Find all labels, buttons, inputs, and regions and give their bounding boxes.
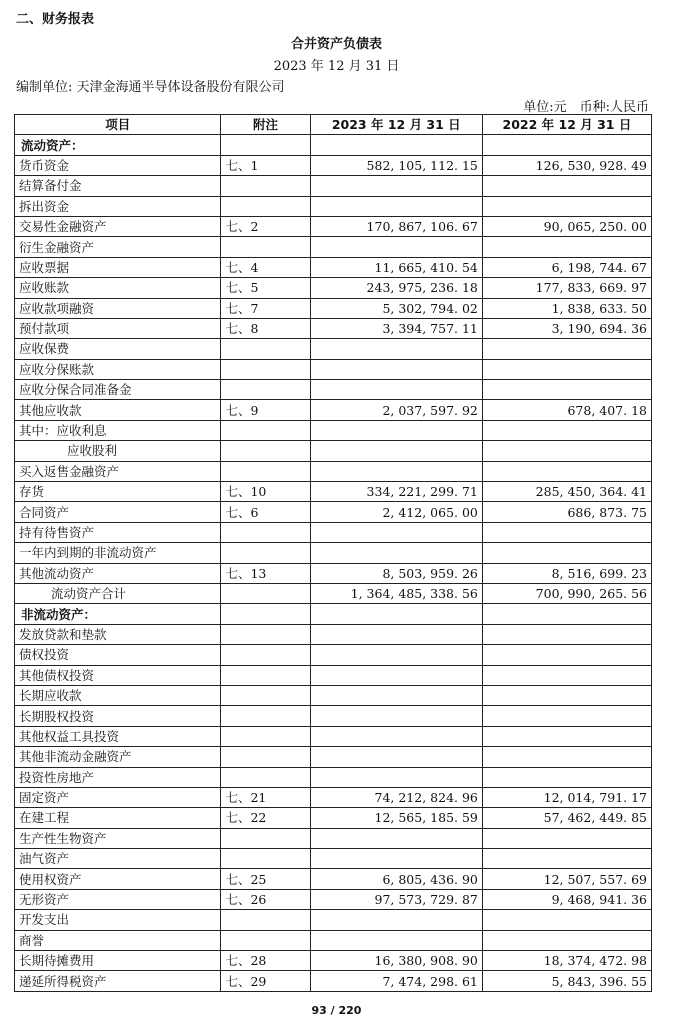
row-2023-value-cell bbox=[310, 176, 482, 196]
row-item-cell: 开发支出 bbox=[15, 910, 221, 930]
row-note-cell: 七、1 bbox=[221, 155, 310, 175]
table-row bbox=[15, 971, 652, 991]
row-note-cell: 七、9 bbox=[221, 400, 310, 420]
row-item-cell: 应收保费 bbox=[15, 339, 221, 359]
row-item-cell: 流动资产： bbox=[15, 135, 221, 155]
row-2022-value-cell: 57, 462, 449. 85 bbox=[482, 808, 651, 828]
table-body bbox=[15, 135, 652, 991]
table-row bbox=[15, 665, 652, 685]
row-2022-value-cell bbox=[482, 706, 651, 726]
table-row bbox=[15, 380, 652, 400]
row-2022-value-cell bbox=[482, 828, 651, 848]
table-row bbox=[15, 828, 652, 848]
row-item-cell: 结算备付金 bbox=[15, 176, 221, 196]
row-2022-value-cell bbox=[482, 685, 651, 705]
table-row bbox=[15, 808, 652, 828]
row-item-cell: 买入返售金融资产 bbox=[15, 461, 221, 481]
row-2023-value-cell: 3, 394, 757. 11 bbox=[310, 318, 482, 338]
row-item-cell: 其他非流动金融资产 bbox=[15, 747, 221, 767]
row-item-cell: 长期股权投资 bbox=[15, 706, 221, 726]
row-note-cell bbox=[221, 135, 310, 155]
row-2023-value-cell: 8, 503, 959. 26 bbox=[310, 563, 482, 583]
row-2022-value-cell bbox=[482, 237, 651, 257]
row-2022-value-cell: 12, 014, 791. 17 bbox=[482, 787, 651, 807]
row-2022-value-cell: 1, 838, 633. 50 bbox=[482, 298, 651, 318]
row-note-cell bbox=[221, 685, 310, 705]
row-2023-value-cell bbox=[310, 747, 482, 767]
row-2022-value-cell bbox=[482, 910, 651, 930]
balance-sheet-table bbox=[14, 114, 652, 992]
row-2023-value-cell bbox=[310, 665, 482, 685]
row-note-cell bbox=[221, 196, 310, 216]
row-2023-value-cell: 12, 565, 185. 59 bbox=[310, 808, 482, 828]
row-note-cell: 七、25 bbox=[221, 869, 310, 889]
row-item-cell: 其中：应收利息 bbox=[15, 420, 221, 440]
table-row bbox=[15, 522, 652, 542]
row-2023-value-cell bbox=[310, 380, 482, 400]
row-note-cell: 七、2 bbox=[221, 216, 310, 236]
row-2023-value-cell: 97, 573, 729. 87 bbox=[310, 889, 482, 909]
table-row bbox=[15, 849, 652, 869]
row-note-cell bbox=[221, 849, 310, 869]
row-note-cell: 七、5 bbox=[221, 278, 310, 298]
row-item-cell: 拆出资金 bbox=[15, 196, 221, 216]
report-date: 2023 年 12 月 31 日 bbox=[273, 59, 400, 74]
column-header-item: 项目 bbox=[15, 115, 221, 135]
row-note-cell bbox=[221, 828, 310, 848]
row-2023-value-cell bbox=[310, 706, 482, 726]
table-row bbox=[15, 278, 652, 298]
row-2023-value-cell: 1, 364, 485, 338. 56 bbox=[310, 583, 482, 603]
row-note-cell bbox=[221, 176, 310, 196]
row-item-cell: 无形资产 bbox=[15, 889, 221, 909]
row-note-cell: 七、10 bbox=[221, 482, 310, 502]
row-2022-value-cell: 18, 374, 472. 98 bbox=[482, 951, 651, 971]
row-2023-value-cell bbox=[310, 910, 482, 930]
row-note-cell: 七、4 bbox=[221, 257, 310, 277]
row-item-cell: 存货 bbox=[15, 482, 221, 502]
table-row bbox=[15, 216, 652, 236]
row-2023-value-cell bbox=[310, 543, 482, 563]
row-item-cell: 一年内到期的非流动资产 bbox=[15, 543, 221, 563]
row-note-cell: 七、28 bbox=[221, 951, 310, 971]
row-item-cell: 其他流动资产 bbox=[15, 563, 221, 583]
row-2023-value-cell bbox=[310, 522, 482, 542]
row-2022-value-cell bbox=[482, 135, 651, 155]
row-note-cell bbox=[221, 706, 310, 726]
row-2023-value-cell bbox=[310, 645, 482, 665]
row-2022-value-cell bbox=[482, 176, 651, 196]
row-item-cell: 应收票据 bbox=[15, 257, 221, 277]
row-2022-value-cell: 126, 530, 928. 49 bbox=[482, 155, 651, 175]
row-note-cell bbox=[221, 237, 310, 257]
table-row bbox=[15, 747, 652, 767]
row-note-cell bbox=[221, 461, 310, 481]
row-note-cell bbox=[221, 726, 310, 746]
row-2023-value-cell bbox=[310, 461, 482, 481]
row-note-cell: 七、26 bbox=[221, 889, 310, 909]
row-2023-value-cell bbox=[310, 767, 482, 787]
row-2023-value-cell bbox=[310, 135, 482, 155]
row-note-cell bbox=[221, 441, 310, 461]
row-2022-value-cell: 686, 873. 75 bbox=[482, 502, 651, 522]
table-row bbox=[15, 441, 652, 461]
row-item-cell: 投资性房地产 bbox=[15, 767, 221, 787]
row-item-cell: 递延所得税资产 bbox=[15, 971, 221, 991]
row-2023-value-cell: 582, 105, 112. 15 bbox=[310, 155, 482, 175]
row-2022-value-cell bbox=[482, 726, 651, 746]
row-2023-value-cell: 74, 212, 824. 96 bbox=[310, 787, 482, 807]
table-row bbox=[15, 604, 652, 624]
row-item-cell: 预付款项 bbox=[15, 318, 221, 338]
table-row bbox=[15, 543, 652, 563]
section-heading: 二、财务报表 bbox=[16, 12, 95, 27]
row-2023-value-cell bbox=[310, 359, 482, 379]
row-item-cell: 固定资产 bbox=[15, 787, 221, 807]
table-row bbox=[15, 767, 652, 787]
row-note-cell: 七、7 bbox=[221, 298, 310, 318]
row-2023-value-cell bbox=[310, 237, 482, 257]
row-item-cell: 交易性金融资产 bbox=[15, 216, 221, 236]
row-2023-value-cell: 11, 665, 410. 54 bbox=[310, 257, 482, 277]
row-2022-value-cell bbox=[482, 930, 651, 950]
column-header-2023: 2023 年 12 月 31 日 bbox=[310, 115, 482, 135]
row-item-cell: 在建工程 bbox=[15, 808, 221, 828]
row-2022-value-cell: 6, 198, 744. 67 bbox=[482, 257, 651, 277]
table-row bbox=[15, 237, 652, 257]
report-title: 合并资产负债表 bbox=[290, 37, 382, 52]
row-2023-value-cell bbox=[310, 339, 482, 359]
page-number: 93 / 220 bbox=[311, 1004, 362, 1017]
row-2022-value-cell bbox=[482, 196, 651, 216]
row-2022-value-cell: 3, 190, 694. 36 bbox=[482, 318, 651, 338]
row-2022-value-cell bbox=[482, 747, 651, 767]
table-row bbox=[15, 155, 652, 175]
table-row bbox=[15, 196, 652, 216]
row-note-cell bbox=[221, 930, 310, 950]
row-2022-value-cell bbox=[482, 645, 651, 665]
row-item-cell: 长期待摊费用 bbox=[15, 951, 221, 971]
table-row bbox=[15, 135, 652, 155]
table-row bbox=[15, 502, 652, 522]
row-2022-value-cell bbox=[482, 441, 651, 461]
row-2022-value-cell bbox=[482, 849, 651, 869]
table-row bbox=[15, 298, 652, 318]
row-2023-value-cell bbox=[310, 420, 482, 440]
row-2023-value-cell: 16, 380, 908. 90 bbox=[310, 951, 482, 971]
row-item-cell: 应收分保合同准备金 bbox=[15, 380, 221, 400]
table-row bbox=[15, 257, 652, 277]
row-item-cell: 应收股利 bbox=[15, 441, 221, 461]
row-note-cell bbox=[221, 665, 310, 685]
row-item-cell: 应收分保账款 bbox=[15, 359, 221, 379]
row-2022-value-cell bbox=[482, 461, 651, 481]
row-2023-value-cell bbox=[310, 441, 482, 461]
row-note-cell bbox=[221, 583, 310, 603]
column-header-2022: 2022 年 12 月 31 日 bbox=[482, 115, 651, 135]
table-row bbox=[15, 706, 652, 726]
row-2023-value-cell bbox=[310, 685, 482, 705]
row-2022-value-cell bbox=[482, 380, 651, 400]
row-2022-value-cell: 8, 516, 699. 23 bbox=[482, 563, 651, 583]
row-2022-value-cell bbox=[482, 604, 651, 624]
table-row bbox=[15, 624, 652, 644]
row-2023-value-cell bbox=[310, 196, 482, 216]
row-item-cell: 其他权益工具投资 bbox=[15, 726, 221, 746]
row-2022-value-cell bbox=[482, 359, 651, 379]
row-item-cell: 应收款项融资 bbox=[15, 298, 221, 318]
row-2022-value-cell bbox=[482, 665, 651, 685]
row-2022-value-cell: 9, 468, 941. 36 bbox=[482, 889, 651, 909]
row-2022-value-cell bbox=[482, 420, 651, 440]
table-row bbox=[15, 420, 652, 440]
row-2023-value-cell bbox=[310, 828, 482, 848]
row-2023-value-cell: 6, 805, 436. 90 bbox=[310, 869, 482, 889]
row-item-cell: 长期应收款 bbox=[15, 685, 221, 705]
table-row bbox=[15, 910, 652, 930]
row-item-cell: 其他债权投资 bbox=[15, 665, 221, 685]
row-2023-value-cell bbox=[310, 726, 482, 746]
row-2023-value-cell: 2, 037, 597. 92 bbox=[310, 400, 482, 420]
row-item-cell: 商誉 bbox=[15, 930, 221, 950]
row-item-cell: 发放贷款和垫款 bbox=[15, 624, 221, 644]
row-note-cell: 七、8 bbox=[221, 318, 310, 338]
row-note-cell: 七、22 bbox=[221, 808, 310, 828]
table-row bbox=[15, 930, 652, 950]
table-row bbox=[15, 359, 652, 379]
row-item-cell: 油气资产 bbox=[15, 849, 221, 869]
row-2023-value-cell: 2, 412, 065. 00 bbox=[310, 502, 482, 522]
row-note-cell bbox=[221, 420, 310, 440]
table-row bbox=[15, 176, 652, 196]
row-2022-value-cell: 285, 450, 364. 41 bbox=[482, 482, 651, 502]
table-row bbox=[15, 787, 652, 807]
row-2023-value-cell: 5, 302, 794. 02 bbox=[310, 298, 482, 318]
row-2023-value-cell: 7, 474, 298. 61 bbox=[310, 971, 482, 991]
row-item-cell: 债权投资 bbox=[15, 645, 221, 665]
row-item-cell: 使用权资产 bbox=[15, 869, 221, 889]
row-2022-value-cell: 177, 833, 669. 97 bbox=[482, 278, 651, 298]
table-row bbox=[15, 400, 652, 420]
table-row bbox=[15, 482, 652, 502]
row-note-cell bbox=[221, 767, 310, 787]
row-note-cell bbox=[221, 645, 310, 665]
table-row bbox=[15, 726, 652, 746]
unit-currency-line: 单位:元 币种:人民币 bbox=[523, 100, 649, 115]
row-note-cell: 七、21 bbox=[221, 787, 310, 807]
column-header-note: 附注 bbox=[221, 115, 310, 135]
row-item-cell: 衍生金融资产 bbox=[15, 237, 221, 257]
row-item-cell: 应收账款 bbox=[15, 278, 221, 298]
row-note-cell bbox=[221, 624, 310, 644]
table-row bbox=[15, 645, 652, 665]
row-2022-value-cell: 5, 843, 396. 55 bbox=[482, 971, 651, 991]
row-2022-value-cell bbox=[482, 767, 651, 787]
table-row bbox=[15, 869, 652, 889]
row-item-cell: 流动资产合计 bbox=[15, 583, 221, 603]
table-header-row bbox=[15, 115, 652, 135]
row-item-cell: 其他应收款 bbox=[15, 400, 221, 420]
row-note-cell: 七、6 bbox=[221, 502, 310, 522]
table-row bbox=[15, 685, 652, 705]
row-item-cell: 货币资金 bbox=[15, 155, 221, 175]
row-2022-value-cell: 12, 507, 557. 69 bbox=[482, 869, 651, 889]
row-note-cell bbox=[221, 604, 310, 624]
row-2022-value-cell bbox=[482, 624, 651, 644]
row-2023-value-cell: 243, 975, 236. 18 bbox=[310, 278, 482, 298]
table-row bbox=[15, 339, 652, 359]
row-note-cell: 七、29 bbox=[221, 971, 310, 991]
row-2022-value-cell bbox=[482, 522, 651, 542]
row-2022-value-cell: 90, 065, 250. 00 bbox=[482, 216, 651, 236]
row-note-cell bbox=[221, 747, 310, 767]
table-row bbox=[15, 951, 652, 971]
row-2023-value-cell: 170, 867, 106. 67 bbox=[310, 216, 482, 236]
row-note-cell bbox=[221, 380, 310, 400]
row-2023-value-cell bbox=[310, 604, 482, 624]
row-note-cell: 七、13 bbox=[221, 563, 310, 583]
table-row bbox=[15, 583, 652, 603]
row-2023-value-cell bbox=[310, 930, 482, 950]
row-note-cell bbox=[221, 359, 310, 379]
reporting-entity: 编制单位: 天津金海通半导体设备股份有限公司 bbox=[16, 80, 285, 95]
row-note-cell bbox=[221, 339, 310, 359]
row-note-cell bbox=[221, 522, 310, 542]
row-note-cell bbox=[221, 543, 310, 563]
table-row bbox=[15, 563, 652, 583]
row-note-cell bbox=[221, 910, 310, 930]
row-item-cell: 非流动资产： bbox=[15, 604, 221, 624]
table-row bbox=[15, 318, 652, 338]
row-item-cell: 生产性生物资产 bbox=[15, 828, 221, 848]
row-2022-value-cell bbox=[482, 339, 651, 359]
row-2023-value-cell bbox=[310, 624, 482, 644]
table-row bbox=[15, 461, 652, 481]
row-item-cell: 持有待售资产 bbox=[15, 522, 221, 542]
row-item-cell: 合同资产 bbox=[15, 502, 221, 522]
row-2023-value-cell bbox=[310, 849, 482, 869]
row-2022-value-cell: 700, 990, 265. 56 bbox=[482, 583, 651, 603]
row-2023-value-cell: 334, 221, 299. 71 bbox=[310, 482, 482, 502]
table-row bbox=[15, 889, 652, 909]
row-2022-value-cell: 678, 407. 18 bbox=[482, 400, 651, 420]
row-2022-value-cell bbox=[482, 543, 651, 563]
